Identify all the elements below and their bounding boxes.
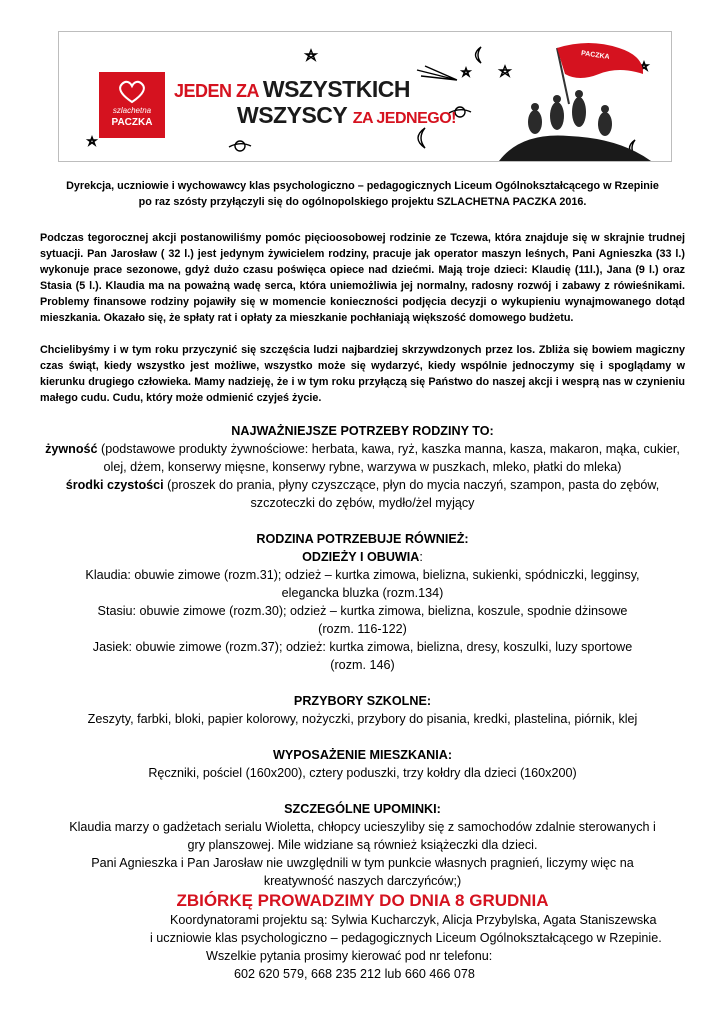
clothes-klaudia: Klaudia: obuwie zimowe (rozm.31); odzież – kurtka zimowa, bielizna, sukienki, spódniczki, legginsy, elegancka bluzka (rozm.134) (85, 568, 640, 600)
slogan-line-2 (237, 102, 456, 129)
comet-icon (417, 66, 457, 80)
coordinators-line: Koordynatorami projektu są: Sylwia Kucharczyk, Alicja Przybylska, Agata Staniszewska (170, 913, 657, 927)
clothes-jasiek: Jasiek: obuwie zimowe (rozm.37); odzież: kurtka zimowa, bielizna, dresy, koszulki, luzy sportowe (rozm. 146) (92, 640, 633, 672)
clothes-heading-colon: : (419, 550, 423, 564)
moon-icon (418, 128, 425, 148)
flag (557, 43, 643, 78)
moon-icon (476, 47, 482, 63)
slogan-line-1 (174, 76, 410, 103)
logo-text-bottom: PACZKA (111, 117, 153, 128)
star-icon (500, 66, 510, 76)
slogan-part-3: WSZYSCY (237, 102, 347, 128)
also-heading: RODZINA POTRZEBUJE RÓWNIEŻ: (256, 532, 469, 546)
person-figure (528, 110, 542, 134)
school-heading: PRZYBORY SZKOLNE: (293, 694, 432, 708)
person-figure (598, 112, 612, 136)
person-head (575, 90, 583, 98)
logo-text-top: szlachetna (112, 106, 152, 115)
food-label: żywność (45, 442, 98, 456)
food-text: (podstawowe produkty żywnościowe: herbata, kawa, ryż, kaszka manna, kasza, makaron, mąka, cukier, olej, dżem, konserwy mięsne, konserwy rybne, warzywa w puszkach, mleko, płatki do mleka) (97, 442, 680, 474)
cleaning-label: środki czystości (65, 478, 164, 492)
gifts-text-1: Klaudia marzy o gadżetach serialu Wioletta, chłopcy ucieszyliby się z samochodów zdalnie sterowanych i gry planszowej. Mile widziane są również książeczki dla dzieci. (69, 820, 656, 852)
gifts-text-2: Pani Agnieszka i Pan Jarosław nie uwzględnili w tym punkcie własnych pragnień, liczymy więc na kreatywność naszych darczyńców;) (91, 856, 634, 888)
needs-food (40, 440, 685, 476)
home-text: Ręczniki, pościel (160x200), cztery poduszki, trzy kołdry dla dzieci (160x200) (148, 766, 577, 780)
person-head (531, 103, 539, 111)
star-icon (306, 50, 316, 60)
phone-numbers: 602 620 579, 668 235 212 lub 660 466 078 (234, 967, 475, 981)
students-line: i uczniowie klas psychologiczno – pedagogicznych Liceum Ogólnokształcącego w Rzepinie. (150, 931, 662, 945)
star-icon (88, 137, 96, 145)
document-body (40, 178, 685, 983)
gifts-heading: SZCZEGÓLNE UPOMINKI: (284, 802, 441, 816)
heart-icon (118, 80, 146, 104)
person-figure (572, 97, 586, 127)
planet-icon (229, 141, 251, 151)
flag-text: PACZKA (580, 50, 611, 61)
clothes-heading (40, 548, 685, 566)
szlachetna-paczka-logo (99, 72, 165, 138)
paragraph-family-situation: Podczas tegorocznej akcji postanowiliśmy pomóc pięcioosobowej rodzinie ze Tczewa, która znajduje się w skrajnie trudnej sytuacji. Pan Jarosław ( 32 l.) jest jedynym żywicielem rodziny, pracuje jak operator maszyn leśnych, Pani Agnieszka (33 l.) wykonuje prace sezonowe, gdyż dużo czasu poświęca opiece nad dziećmi. Mają troje dzieci: Klaudię (11l.), Jana (9 l.) oraz Stasia (5 l.). Klaudia ma na poważną wadę serca, która uniemożliwia jej normalny, radosny rozwój i zabawy z rówieśnikami. Problemy finansowe rodziny pojawiły się w momencie konieczności podjęcia decyzji o wykupieniu wynajmowanego dotąd mieszkania. Okazało się, że spłaty rat i opłaty za mieszkanie pochłaniają większość domowego budżetu. (40, 232, 685, 324)
star-icon (462, 68, 470, 76)
slogan-part-1: JEDEN ZA (174, 81, 259, 101)
header-banner (58, 31, 672, 162)
home-heading: WYPOSAŻENIE MIESZKANIA: (272, 748, 453, 762)
globe-silhouette (499, 136, 651, 161)
person-head (553, 95, 561, 103)
intro-line-1: Dyrekcja, uczniowie i wychowawcy klas psychologiczno – pedagogicznych Liceum Ogólnokształcącego w Rzepinie (66, 180, 659, 192)
person-head (601, 105, 609, 113)
questions-line: Wszelkie pytania prosimy kierować pod nr telefonu: (206, 949, 493, 963)
deadline-banner: ZBIÓRKĘ PROWADZIMY DO DNIA 8 GRUDNIA (176, 891, 549, 910)
slogan-part-2: WSZYSTKICH (262, 76, 410, 102)
needs-cleaning (40, 476, 685, 512)
slogan-part-4: ZA JEDNEGO! (352, 110, 456, 127)
person-figure (550, 102, 564, 130)
cleaning-text: (proszek do prania, płyny czyszczące, płyn do mycia naczyń, szampon, pasta do zębów, szczoteczki do zębów, mydło/żel myjący (163, 478, 660, 510)
paragraph-appeal: Chcielibyśmy i w tym roku przyczynić się szczęścia ludzi najbardziej skrzywdzonych przez los. Zbliża się bowiem magiczny czas świąt, kiedy wszystko jest możliwe, wszystko może się wydarzyć, kiedy wspólnie jednoczymy się i spoglądamy w kierunku drugiego człowieka. Mamy nadzieję, że i w tym roku przyłączą się Państwo do naszej akcji i wesprą nas w czynieniu małego cudu. Cudu, który może odmienić czyjeś życie. (40, 344, 685, 404)
clothes-stasiu: Stasiu: obuwie zimowe (rozm.30); odzież – kurtka zimowa, bielizna, koszule, spodnie dżinsowe (rozm. 116-122) (97, 604, 628, 636)
intro-line-2: po raz szósty przyłączyli się do ogólnopolskiego projektu SZLACHETNA PACZKA 2016. (138, 196, 587, 208)
school-text: Zeszyty, farbki, bloki, papier kolorowy, nożyczki, przybory do pisania, kredki, plastelina, piórnik, klej (87, 712, 638, 726)
clothes-heading-text: ODZIEŻY I OBUWIA (302, 550, 420, 564)
needs-heading: NAJWAŻNIEJSZE POTRZEBY RODZINY TO: (231, 424, 494, 438)
